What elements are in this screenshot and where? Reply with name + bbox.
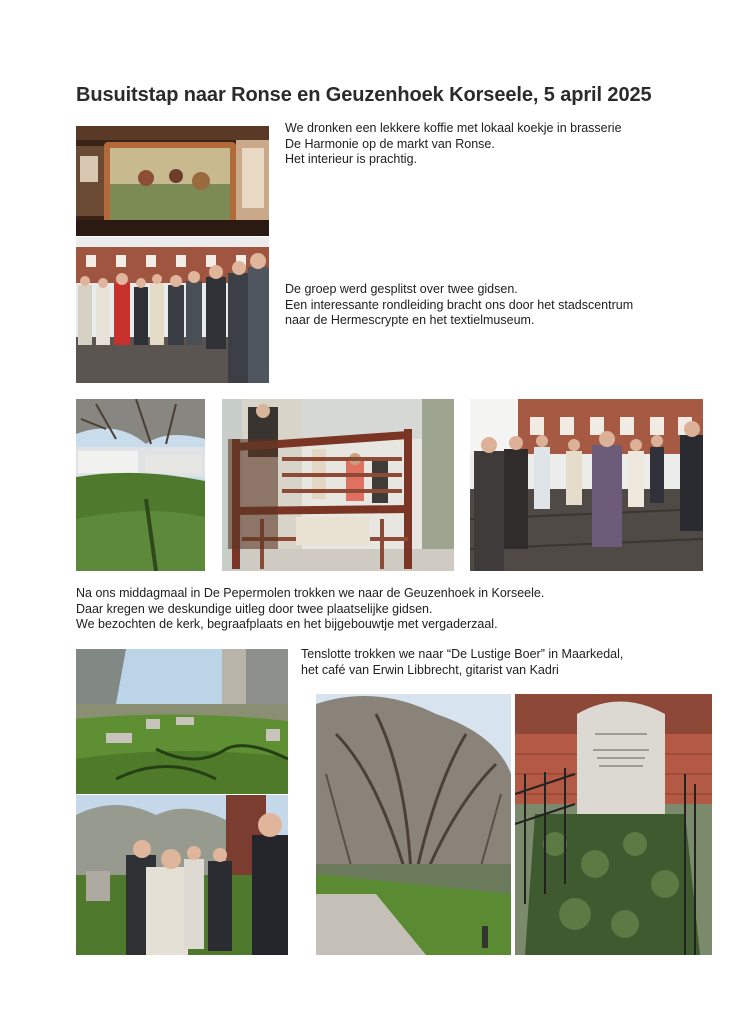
lustige-boer-line-1: Tenslotte trokken we naar “De Lustige Boer” in Maarkedal,	[301, 647, 624, 661]
korseele-line-1: Na ons middagmaal in De Pepermolen trokken we naar de Geuzenhoek in Korseele.	[76, 586, 545, 600]
lustige-boer-line-2: het café van Erwin Libbrecht, gitarist van Kadri	[301, 662, 559, 677]
group-with-guides-photo	[76, 795, 288, 955]
brasserie-paragraph	[285, 121, 622, 168]
brasserie-line-1: We dronken een lekkere koffie met lokaal koekje in brasserie	[285, 121, 622, 135]
gidsen-line-1: De groep werd gesplitst over twee gidsen.	[285, 282, 518, 296]
brasserie-line-2: De Harmonie op de markt van Ronse.	[285, 136, 495, 151]
park-lawn-photo	[76, 399, 205, 571]
brasserie-line-3: Het interieur is prachtig.	[285, 152, 418, 166]
gidsen-line-2: Een interessante rondleiding bracht ons door het stadscentrum	[285, 297, 634, 312]
page-title: Busuitstap naar Ronse en Geuzenhoek Korseele, 5 april 2025	[76, 84, 652, 106]
group-cobblestone-square-photo	[470, 399, 703, 571]
gidsen-line-3: naar de Hermescrypte en het textielmuseum.	[285, 313, 535, 327]
korseele-line-2: Daar kregen we deskundige uitleg door twee plaatselijke gidsen.	[76, 601, 433, 616]
brasserie-interior-photo	[76, 126, 269, 236]
korseele-paragraph	[76, 586, 544, 633]
weaving-loom-museum-photo	[222, 399, 454, 571]
cemetery-lawn-photo	[76, 649, 288, 794]
gidsen-paragraph	[285, 282, 633, 329]
weeping-tree-path-photo	[316, 694, 511, 955]
memorial-gravestone-photo	[515, 694, 712, 955]
korseele-line-3: We bezochten de kerk, begraafplaats en het bijgebouwtje met vergaderzaal.	[76, 617, 498, 631]
lustige-boer-paragraph	[301, 647, 623, 678]
group-town-square-photo	[76, 237, 269, 383]
